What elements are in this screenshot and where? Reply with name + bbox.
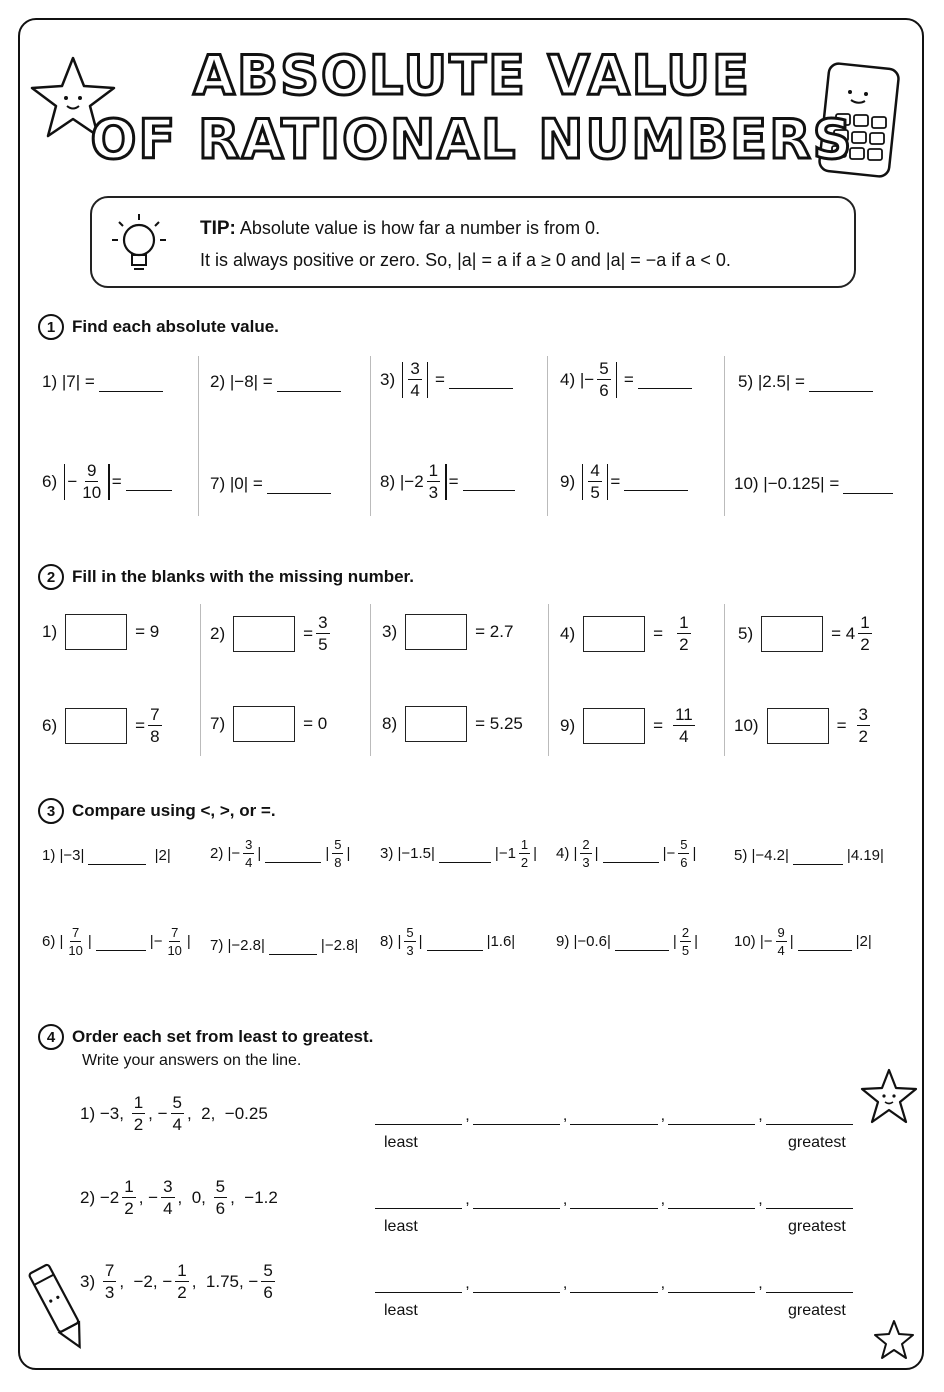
section-title: Fill in the blanks with the missing number. <box>72 567 414 586</box>
greatest-label: greatest <box>788 1134 846 1151</box>
answer-blank[interactable] <box>463 472 515 491</box>
s4-problem-1: 1) −3, $\frac{1}{2}$ , − $\frac{5}{4}$ , 2, −0.25 <box>80 1093 268 1134</box>
greatest-label: greatest <box>788 1218 846 1235</box>
s1-problem-3: 3) $\frac{3}{4}$ = <box>380 360 517 399</box>
s1-problem-10: 10) |−0.125| = <box>734 474 897 494</box>
s1-problem-4: 4) |− $\frac{5}{6}$ = <box>560 360 696 399</box>
s3-problem-6: 6) | $\frac{7}{10}$ | |− $\frac{7}{10}$ | <box>42 925 191 958</box>
answer-line-2[interactable]: , , , , <box>372 1190 856 1209</box>
s2-problem-7: 7) = 0 <box>210 706 327 742</box>
s2-problem-10: 10) = $\frac{3}{2}$ <box>734 705 868 746</box>
s3-problem-9: 9) |−0.6| | $\frac{2}{5}$ | <box>556 925 698 958</box>
section-4-subtitle: Write your answers on the line. <box>82 1052 302 1069</box>
tip-box <box>90 196 856 288</box>
answer-box[interactable] <box>65 614 127 650</box>
answer-blank[interactable] <box>449 370 513 389</box>
tip-line1: Absolute value is how far a number is from 0. <box>239 218 601 238</box>
tip-label: TIP: <box>200 218 236 239</box>
answer-box[interactable] <box>405 706 467 742</box>
s3-problem-4: 4) | $\frac{2}{3}$ | |− $\frac{5}{6}$ | <box>556 837 697 870</box>
s2-problem-8: 8) = 5.25 <box>382 706 523 742</box>
s2-problem-9: 9) = $\frac{11}{4}$ <box>560 705 693 746</box>
answer-box[interactable] <box>233 616 295 652</box>
section-title: Compare using <, >, or =. <box>72 801 276 820</box>
answer-box[interactable] <box>761 616 823 652</box>
answer-box[interactable] <box>583 616 645 652</box>
s4-problem-2: 2) −2 $\frac{1}{2}$ , − $\frac{3}{4}$ , 0, $\frac{5}{6}$ , −1.2 <box>80 1177 278 1218</box>
greatest-label: greatest <box>788 1302 846 1319</box>
section-4-header <box>38 1024 373 1050</box>
answer-box[interactable] <box>405 614 467 650</box>
worksheet-title-line1: ABSOLUTE VALUE <box>193 44 751 107</box>
answer-blank[interactable] <box>843 475 893 494</box>
answer-blank[interactable] <box>99 373 163 392</box>
answer-box[interactable] <box>583 708 645 744</box>
s2-problem-6: 6) = $\frac{7}{8}$ <box>42 705 160 746</box>
tip-line2: It is always positive or zero. So, |a| = a if a ≥ 0 and |a| = −a if a < 0. <box>200 250 731 270</box>
s3-problem-10: 10) |− $\frac{9}{4}$ | |2| <box>734 925 872 958</box>
s3-problem-8: 8) | $\frac{5}{3}$ | |1.6| <box>380 925 516 958</box>
section-title: Order each set from least to greatest. <box>72 1027 374 1046</box>
s2-problem-1: 1) = 9 <box>42 614 159 650</box>
answer-blank[interactable] <box>277 373 341 392</box>
answer-line-1[interactable]: , , , , <box>372 1106 856 1125</box>
s3-problem-7: 7) |−2.8| |−2.8| <box>210 937 359 954</box>
s1-problem-7: 7) |0| = <box>210 474 335 494</box>
answer-box[interactable] <box>233 706 295 742</box>
least-label: least <box>384 1218 418 1235</box>
s2-problem-4: 4) = $\frac{1}{2}$ <box>560 613 689 654</box>
answer-blank[interactable] <box>624 472 688 491</box>
answer-box[interactable] <box>65 708 127 744</box>
small-star-icon <box>872 1318 916 1362</box>
least-label: least <box>384 1302 418 1319</box>
lightbulb-icon <box>104 212 174 278</box>
star-icon <box>858 1066 920 1128</box>
s3-problem-3: 3) |−1.5| |−1 $\frac{1}{2}$ | <box>380 837 538 870</box>
section-number: 2 <box>38 564 64 590</box>
s3-problem-1: 1) |−3| |2| <box>42 847 171 864</box>
answer-line-3[interactable]: , , , , <box>372 1274 856 1293</box>
s1-problem-1: 1) |7| = <box>42 372 167 392</box>
s2-problem-2: 2) = $\frac{3}{5}$ <box>210 613 328 654</box>
answer-blank[interactable] <box>126 472 172 491</box>
section-title: Find each absolute value. <box>72 317 279 336</box>
answer-box[interactable] <box>767 708 829 744</box>
section-1-header <box>38 314 279 340</box>
s1-problem-6: 6) − $\frac{9}{10}$ = <box>42 462 176 501</box>
answer-blank[interactable] <box>809 373 873 392</box>
s3-problem-5: 5) |−4.2| |4.19| <box>734 847 884 864</box>
worksheet-title-line2: OF RATIONAL NUMBERS <box>90 108 854 171</box>
s2-problem-3: 3) = 2.7 <box>382 614 513 650</box>
s1-problem-9: 9) $\frac{4}{5}$ = <box>560 462 692 501</box>
section-3-header <box>38 798 276 824</box>
section-number: 3 <box>38 798 64 824</box>
section-2-header <box>38 564 414 590</box>
s1-problem-5: 5) |2.5| = <box>738 372 877 392</box>
s3-problem-2: 2) |− $\frac{3}{4}$ | | $\frac{5}{8}$ | <box>210 837 351 870</box>
s4-problem-3: 3) $\frac{7}{3}$ , −2, − $\frac{1}{2}$ , 1.75, − $\frac{5}{6}$ <box>80 1261 273 1302</box>
answer-blank[interactable] <box>267 475 331 494</box>
s1-problem-2: 2) |−8| = <box>210 372 345 392</box>
section-number: 4 <box>38 1024 64 1050</box>
answer-blank[interactable] <box>638 370 692 389</box>
section-number: 1 <box>38 314 64 340</box>
least-label: least <box>384 1134 418 1151</box>
s2-problem-5: 5) = 4 $\frac{1}{2}$ <box>738 613 870 654</box>
s1-problem-8: 8) |−2 $\frac{1}{3}$ = <box>380 462 519 501</box>
